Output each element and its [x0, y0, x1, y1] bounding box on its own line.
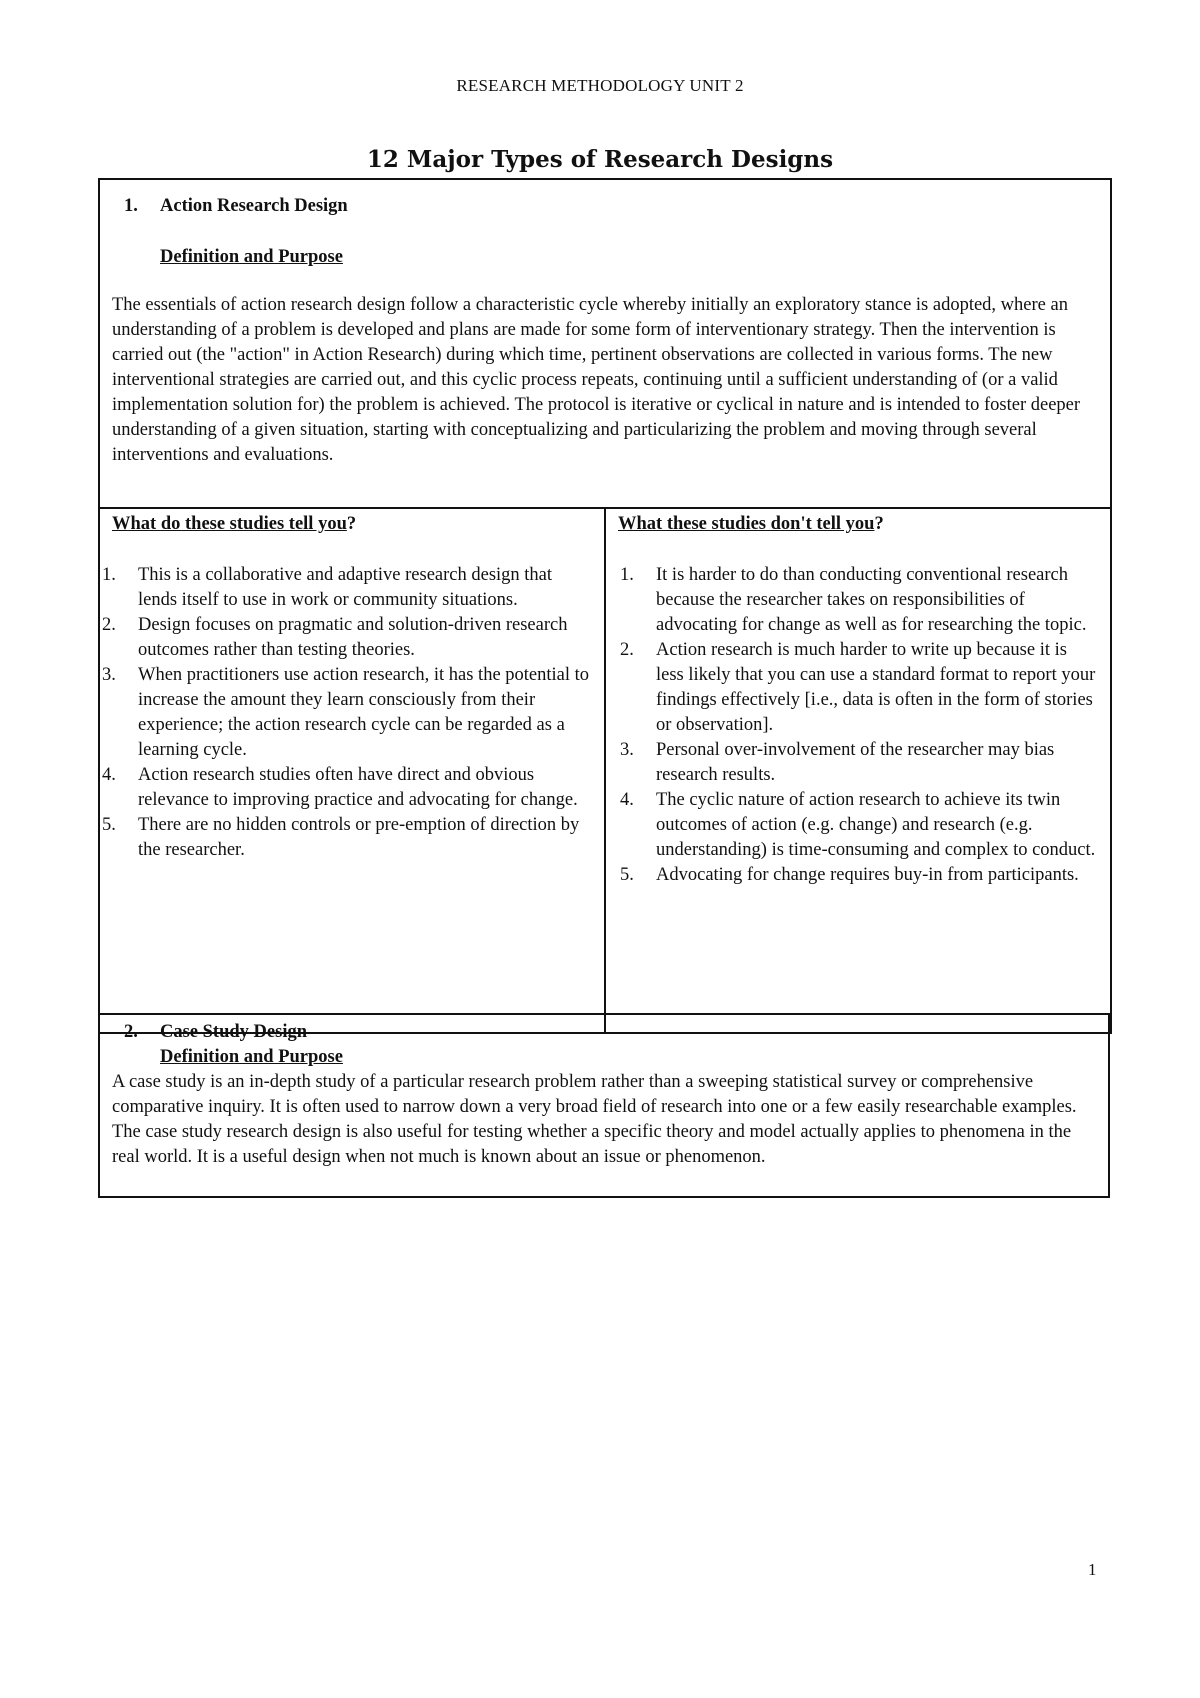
- list-item: [618, 788, 1098, 863]
- page-number: 1: [1088, 1560, 1097, 1579]
- tell-you-cell: [99, 508, 605, 1033]
- list-number: 4.: [620, 790, 634, 810]
- list-item: [100, 763, 592, 813]
- subheading-definition: Definition and Purpose: [160, 247, 343, 267]
- column-heading-suffix: ?: [874, 514, 884, 534]
- column-heading-text: What these studies don't tell you: [618, 514, 875, 534]
- section-heading: [112, 194, 1098, 219]
- list-item: [618, 638, 1098, 738]
- list-text: Action research is much harder to write up because it is less likely that you can use a standard format to report your findings effectively [i.e., data is often in the form of stories or observation].: [656, 640, 1096, 735]
- list-item: [100, 563, 592, 613]
- list-text: The cyclic nature of action research to achieve its twin outcomes of action (e.g. change) and research (e.g. understanding) is time-consuming and complex to conduct.: [656, 790, 1096, 860]
- list-number: 2.: [620, 640, 634, 660]
- section-number: 1.: [124, 196, 138, 216]
- list-item: [618, 738, 1098, 788]
- column-heading-tell: [112, 512, 592, 537]
- column-heading-dont-tell: [618, 512, 1098, 537]
- running-header: RESEARCH METHODOLOGY UNIT 2: [456, 76, 744, 95]
- columns-row: [99, 508, 1111, 1033]
- list-text: Action research studies often have direct and obvious relevance to improving practice and advocating for change.: [138, 765, 578, 810]
- intro-row: [99, 179, 1111, 508]
- column-heading-text: What do these studies tell you: [112, 514, 347, 534]
- list-number: 2.: [102, 615, 116, 635]
- section-title: Case Study Design: [160, 1022, 307, 1042]
- dont-tell-you-cell: [605, 508, 1111, 1033]
- definition-paragraph: A case study is an in-depth study of a particular research problem rather than a sweeping statistical survey or comprehensive comparative inquiry. It is often used to narrow down a very broad field of research into one or a few easily researchable examples. The case study research design is also useful for testing whether a specific theory and model actually applies to phenomena in the real world. It is a useful design when not much is known about an issue or phenomenon.: [112, 1072, 1077, 1167]
- list-text: When practitioners use action research, it has the potential to increase the amount they learn consciously from their experience; the action research cycle can be regarded as a learning cycle.: [138, 665, 590, 760]
- case-study-cell: [99, 1014, 1109, 1197]
- list-item: [100, 663, 592, 763]
- intro-cell: [99, 179, 1111, 508]
- case-study-row: [99, 1014, 1109, 1197]
- case-study-table: [98, 1013, 1110, 1198]
- tell-you-list: [100, 563, 592, 863]
- list-number: 5.: [620, 865, 634, 885]
- section-heading: [112, 1020, 1096, 1045]
- list-text: Design focuses on pragmatic and solution-driven research outcomes rather than testing theories.: [138, 615, 568, 660]
- dont-tell-you-list: [618, 563, 1098, 888]
- action-research-table: [98, 178, 1112, 1034]
- list-number: 1.: [620, 565, 634, 585]
- list-text: It is harder to do than conducting conventional research because the researcher takes on responsibilities of advocating for change as well as for researching the topic.: [656, 565, 1087, 635]
- list-text: This is a collaborative and adaptive research design that lends itself to use in work or community situations.: [138, 565, 553, 610]
- list-text: Personal over-involvement of the researcher may bias research results.: [656, 740, 1055, 785]
- list-text: Advocating for change requires buy-in from participants.: [656, 865, 1079, 885]
- column-heading-suffix: ?: [346, 514, 357, 534]
- list-text: There are no hidden controls or pre-emption of direction by the researcher.: [138, 815, 580, 860]
- list-number: 5.: [102, 815, 116, 835]
- list-item: [100, 813, 592, 863]
- list-item: [100, 613, 592, 663]
- list-number: 3.: [102, 665, 116, 685]
- list-item: [618, 563, 1098, 638]
- section-number: 2.: [124, 1022, 138, 1042]
- subheading-definition: Definition and Purpose: [160, 1047, 343, 1067]
- definition-paragraph: The essentials of action research design follow a characteristic cycle whereby initially an exploratory stance is adopted, where an understanding of a problem is developed and plans are made for some form of interventionary strategy. Then the intervention is carried out (the "action" in Action Research) during which time, pertinent observations are collected in various forms. The new interventional strategies are carried out, and this cyclic process repeats, continuing until a sufficient understanding of (or a valid implementation solution for) the problem is achieved. The protocol is iterative or cyclical in nature and is intended to foster deeper understanding of a given situation, starting with conceptualizing and particularizing the problem and moving through several interventions and evaluations.: [112, 295, 1081, 465]
- list-number: 1.: [102, 565, 116, 585]
- list-number: 3.: [620, 740, 634, 760]
- section-title: Action Research Design: [160, 196, 348, 216]
- list-number: 4.: [102, 765, 116, 785]
- list-item: [618, 863, 1098, 888]
- document-title: 12 Major Types of Research Designs: [366, 146, 834, 173]
